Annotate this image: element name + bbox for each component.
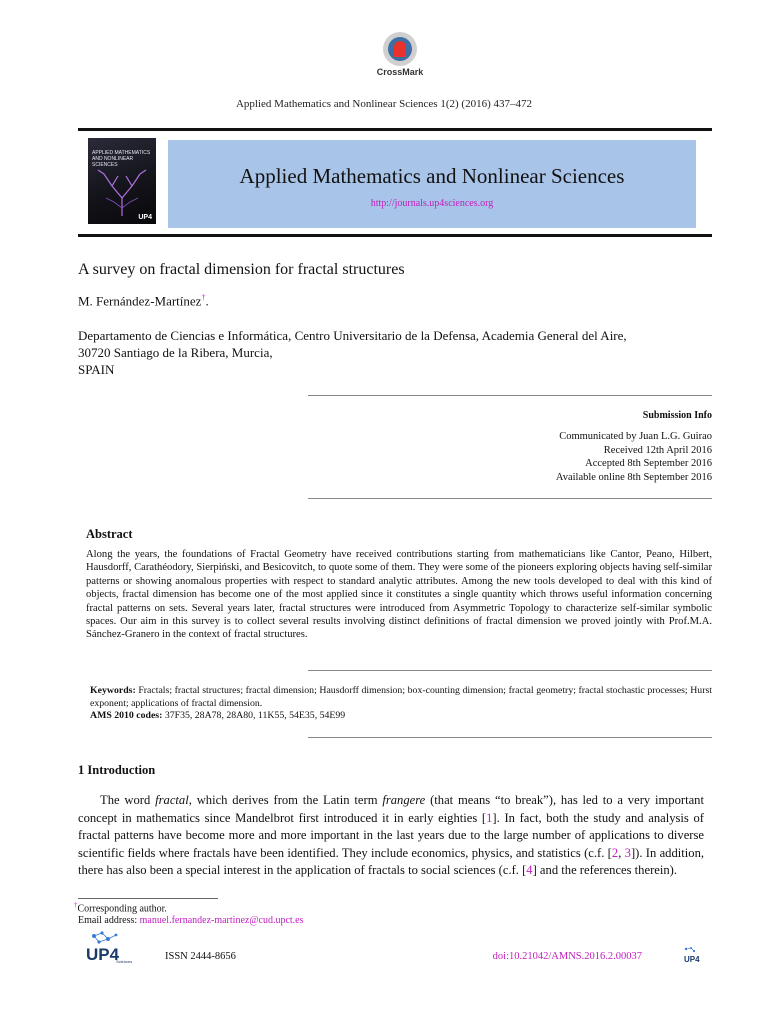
term-frangere: frangere — [382, 793, 426, 807]
keywords-text: Fractals; fractal structures; fractal dimension; Hausdorff dimension; box-counting dimension; fractal geometry; fractal stochastic processes; Hurst exponent; applications of fractal dimension. — [90, 685, 712, 709]
up4-network-icon — [82, 930, 162, 964]
section-heading-introduction: 1 Introduction — [78, 763, 156, 777]
up4-logo — [82, 930, 162, 964]
banner-title: Applied Mathematics and Nonlinear Sciences — [239, 164, 625, 188]
cover-title: APPLIED MATHEMATICS AND NONLINEAR SCIENCES — [92, 150, 151, 168]
crossmark-logo[interactable] — [370, 32, 430, 80]
journal-url-link[interactable]: http://journals.up4sciences.org — [370, 198, 494, 209]
ams-label: AMS 2010 codes: — [90, 710, 163, 722]
up4-small-logo-text: UP4 — [684, 955, 700, 964]
submission-line: Received 12th April 2016 — [603, 444, 712, 456]
keywords-rule-top — [308, 670, 712, 671]
submission-line: Communicated by Juan L.G. Guirao — [559, 431, 712, 442]
header-rule-top — [78, 128, 712, 131]
header-rule-bottom — [78, 234, 712, 237]
up4-small-logo — [681, 946, 707, 964]
keywords-label: Keywords: — [90, 685, 136, 696]
email-link[interactable]: manuel.fernandez-martinez@cud.upct.es — [139, 915, 304, 926]
submission-rule-top — [308, 395, 712, 396]
doi-link[interactable]: doi:10.21042/AMNS.2016.2.00037 — [492, 951, 642, 962]
affiliation-line: Departamento de Ciencias e Informática, Centro Universitario de la Defensa, Academia General del Aire, — [78, 328, 627, 343]
submission-line: Available online 8th September 2016 — [555, 471, 712, 483]
keywords-block — [90, 685, 712, 723]
paper-title: A survey on fractal dimension for fractal structures — [78, 261, 405, 278]
footnote-rule — [78, 898, 218, 899]
intro-paragraph: The word fractal, which derives from the Latin term frangere (that means “to break”), has led to a very important concept in mathematics since Mandelbrot first introduced it in early eighties [1]. In fact, both the study and analysis of fractal patterns have become more and more important in the last years due to the large number of applications to diverse scientific fields where fractals have been identified. They include economics, physics, and statistics (c.f. [2, 3]). In addition, there has also been a special interest in the application of fractals to social sciences (c.f. [4] and the references therein). — [78, 793, 705, 878]
footnote-email: Email address: manuel.fernandez-martinez@cud.upct.es — [78, 915, 304, 926]
footnote-mark: † — [74, 901, 78, 909]
abstract-text: Along the years, the foundations of Fractal Geometry have received contributions starting from mathematicians like Cantor, Peano, Hilbert, Hausdorff, Carathéodory, Sierpiński, and Besicovitch, to quote some of them. They were some of the pioneers exploring objects having self-similar patterns or showing anomalous properties with respect to standard analytic attributes. Among the new tools developed to deal with this kind of objects, fractal dimension has become one of the most applied since it constitutes a single quantity which throws useful information concerning fractal patterns on sets. Several years later, fractal structures were introduced from Asymmetric Topology to characterize self-similar symbolic spaces. Our aim in this survey is to collect several results involving distinct definitions of fractal dimension we proved jointly with Prof.M.A. Sánchez-Granero in the context of fractal structures. — [86, 549, 712, 641]
ams-codes: 37F35, 28A78, 28A80, 11K55, 54E35, 54E99 — [164, 710, 346, 722]
affiliation — [78, 327, 718, 378]
citation-link[interactable]: 3 — [624, 845, 631, 860]
submission-details — [400, 430, 712, 484]
citation-link[interactable]: 1 — [486, 810, 493, 825]
issn: ISSN 2444-8656 — [165, 951, 236, 962]
up4-small-icon — [681, 946, 707, 964]
author-name: M. Fernández-Martínez — [78, 293, 202, 309]
submission-heading: Submission Info — [642, 410, 712, 421]
abstract-heading: Abstract — [86, 527, 133, 541]
citation-link[interactable]: 2 — [611, 845, 619, 860]
affiliation-line: SPAIN — [78, 362, 115, 377]
citation-link[interactable]: 4 — [526, 863, 533, 878]
keywords-rule-bottom — [308, 737, 712, 738]
journal-reference: Applied Mathematics and Nonlinear Sciences 1(2) (2016) 437–472 — [235, 98, 532, 110]
crossmark-label: CrossMark — [376, 67, 424, 77]
up4-logo-text: UP4 — [86, 945, 120, 964]
cover-logo: UP4 — [138, 214, 152, 221]
submission-line: Accepted 8th September 2016 — [585, 458, 712, 469]
footnote-corresponding: †Corresponding author. — [74, 901, 167, 915]
author — [78, 293, 209, 309]
crossmark-icon — [383, 32, 417, 66]
fractal-art-icon — [94, 168, 150, 218]
term-fractal: fractal — [155, 793, 189, 807]
author-footnote-mark[interactable]: † — [201, 293, 206, 302]
affiliation-line: 30720 Santiago de la Ribera, Murcia, — [78, 345, 273, 360]
author-suffix: . — [205, 293, 209, 309]
up4-logo-subtext: Sciences — [116, 959, 133, 964]
submission-rule-bottom — [308, 498, 712, 499]
journal-cover-image — [88, 138, 156, 224]
